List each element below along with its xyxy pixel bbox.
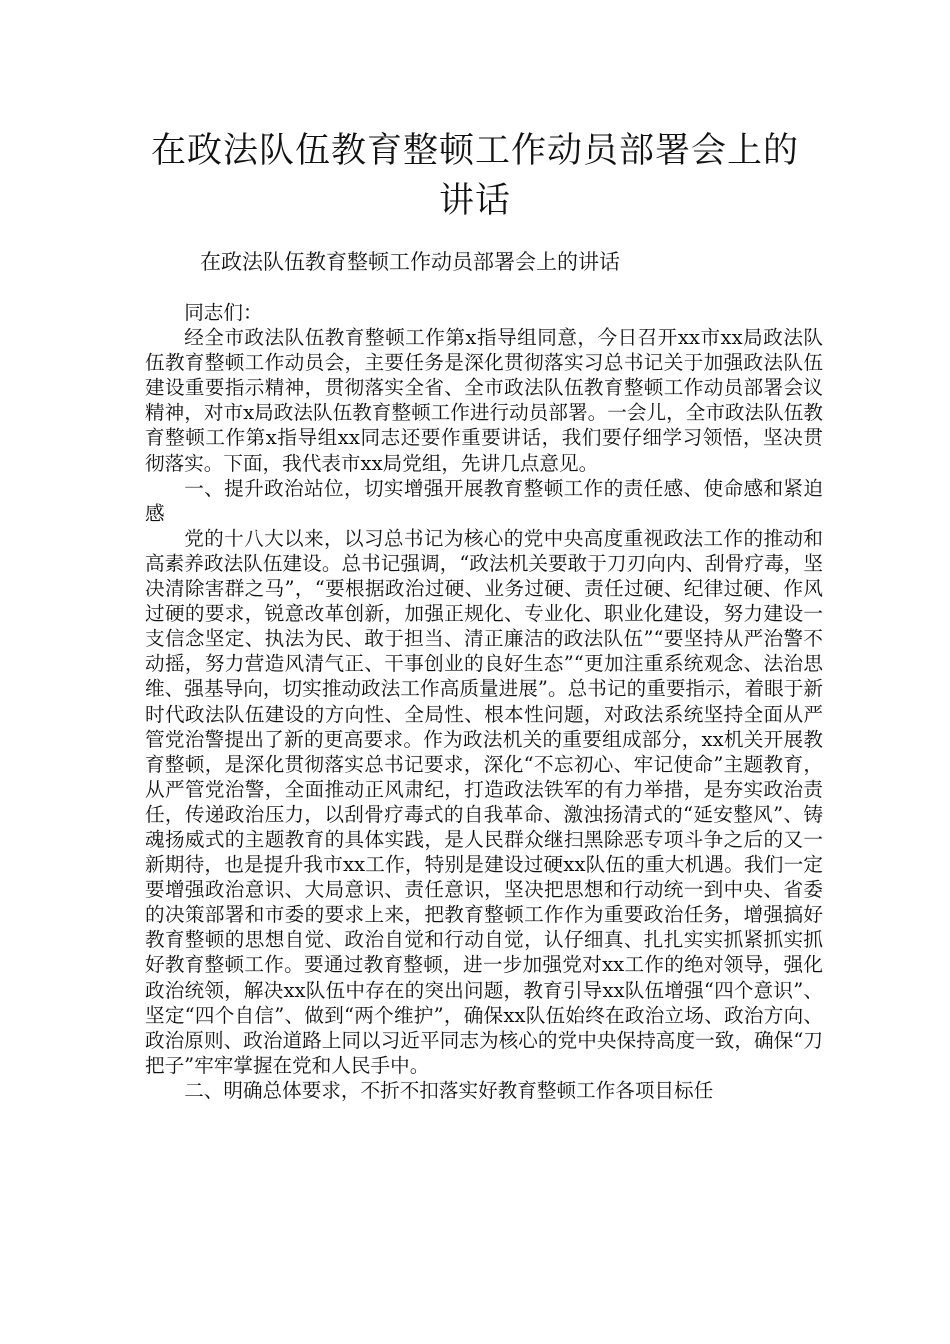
paragraph-intro: 经全市政法队伍教育整顿工作第x指导组同意，今日召开xx市xx局政法队伍教育整顿工作动员会，主要任务是深化贯彻落实习总书记关于加强政法队伍建设重要指示精神，贯彻落实全省、全市政法队伍教育整顿工作动员部署会议精神，对市x局政法队伍教育整顿工作进行动员部署。一会儿，全市政法队伍教育整顿工作第x指导组xx同志还要作重要讲话，我们要仔细学习领悟，坚决贯彻落实。下面，我代表市xx局党组，先讲几点意见。 (145, 326, 823, 475)
section-heading-2: 二、明确总体要求，不折不扣落实好教育整顿工作各项目标任 (184, 1078, 714, 1102)
document-body (145, 300, 823, 1103)
section-heading-1: 一、提升政治站位，切实增强开展教育整顿工作的责任感、使命感和紧迫感 (145, 476, 823, 525)
paragraph-section-1: 党的十八大以来，以习总书记为核心的党中央高度重视政法工作的推动和高素养政法队伍建设。总书记强调，“政法机关要敢于刀刃向内、刮骨疗毒，坚决清除害群之马”，“要根据政治过硬、业务过硬、责任过硬、纪律过硬、作风过硬的要求，锐意改革创新，加强正规化、专业化、职业化建设，努力建设一支信念坚定、执法为民、敢于担当、清正廉洁的政法队伍”“要坚持从严治警不动摇，努力营造风清气正、干事创业的良好生态”“更加注重系统观念、法治思维、强基导向，切实推动政法工作高质量进展”。总书记的重要指示，着眼于新时代政法队伍建设的方向性、全局性、根本性问题，对政法系统坚持全面从严管党治警提出了新的更高要求。作为政法机关的重要组成部分，xx机关开展教育整顿，是深化贯彻落实总书记要求，深化“不忘初心、牢记使命”主题教育，从严管党治警，全面推动正风肃纪，打造政法铁军的有力举措，是夯实政治责任，传递政治压力，以刮骨疗毒式的自我革命、激浊扬清式的“延安整风”、铸魂扬威式的主题教育的具体实践，是人民群众继扫黑除恶专项斗争之后的又一新期待，也是提升我市xx工作，特别是建设过硬xx队伍的重大机遇。我们一定要增强政治意识、大局意识、责任意识，坚决把思想和行动统一到中央、省委的决策部署和市委的要求上来，把教育整顿工作作为重要政治任务，增强搞好教育整顿的思想自觉、政治自觉和行动自觉，认仔细真、扎扎实实抓紧抓实抓好教育整顿工作。要通过教育整顿，进一步加强党对xx工作的绝对领导，强化政治统领，解决xx队伍中存在的突出问题，教育引导xx队伍增强“四个意识”、坚定“四个自信”、做到“两个维护”，确保xx队伍始终在政治立场、政治方向、政治原则、政治道路上同以习近平同志为核心的党中央保持高度一致，确保“刀把子”牢牢掌握在党和人民手中。 (145, 526, 823, 1077)
document-subtitle: 在政法队伍教育整顿工作动员部署会上的讲话 (200, 250, 620, 274)
salutation: 同志们： (184, 301, 263, 324)
document-title: 在政法队伍教育整顿工作动员部署会上的讲话 (150, 131, 799, 221)
